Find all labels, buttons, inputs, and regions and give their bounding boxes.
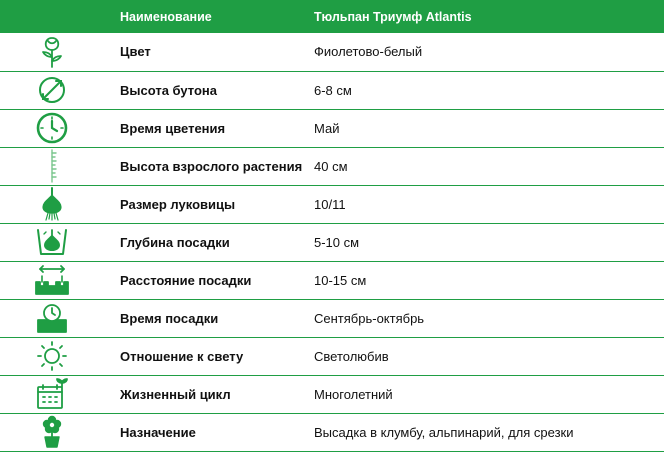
table-row (0, 375, 664, 413)
row-name: Жизненный цикл (104, 375, 298, 413)
table-row (0, 223, 664, 261)
row-name: Размер луковицы (104, 185, 298, 223)
row-value: Сентябрь-октябрь (298, 299, 664, 337)
row-name: Отношение к свету (104, 337, 298, 375)
sun-icon (36, 340, 68, 372)
row-value: 10-15 см (298, 261, 664, 299)
row-value: Высадка в клумбу, альпинарий, для срезки (298, 413, 664, 451)
row-icon-cell (0, 147, 104, 185)
planting-time-icon (35, 302, 69, 334)
calendar-plant-icon (35, 377, 69, 411)
pot-flower-icon (37, 415, 67, 449)
clock-icon (35, 111, 69, 145)
header-icon-column (0, 0, 104, 33)
table-row (0, 337, 664, 375)
row-name: Высота взрослого растения (104, 147, 298, 185)
row-icon-cell (0, 185, 104, 223)
table-header (0, 0, 664, 33)
row-value: Многолетний (298, 375, 664, 413)
row-icon-cell (0, 71, 104, 109)
planting-depth-icon (35, 226, 69, 258)
bulb-icon (39, 186, 65, 222)
row-value: 6-8 см (298, 71, 664, 109)
row-value: 5-10 см (298, 223, 664, 261)
row-value: Светолюбив (298, 337, 664, 375)
row-name: Глубина посадки (104, 223, 298, 261)
table-row (0, 109, 664, 147)
row-name: Расстояние посадки (104, 261, 298, 299)
row-icon-cell (0, 413, 104, 451)
planting-distance-icon (34, 264, 70, 296)
row-icon-cell (0, 33, 104, 71)
table-row (0, 147, 664, 185)
row-icon-cell (0, 299, 104, 337)
row-icon-cell (0, 375, 104, 413)
table-row (0, 261, 664, 299)
row-icon-cell (0, 261, 104, 299)
row-value: Фиолетово-белый (298, 33, 664, 71)
header-value-column: Тюльпан Триумф Atlantis (314, 9, 472, 24)
row-value: 10/11 (298, 185, 664, 223)
row-icon-cell (0, 337, 104, 375)
table-row (0, 71, 664, 109)
table-row (0, 33, 664, 71)
header-name-column: Наименование (120, 9, 212, 24)
row-name: Время цветения (104, 109, 298, 147)
row-name: Цвет (104, 33, 298, 71)
ruler-icon (42, 148, 62, 184)
row-value: 40 см (298, 147, 664, 185)
row-icon-cell (0, 223, 104, 261)
table-row (0, 299, 664, 337)
row-icon-cell (0, 109, 104, 147)
table-row (0, 185, 664, 223)
row-name: Время посадки (104, 299, 298, 337)
bud-diameter-icon (36, 74, 68, 106)
row-value: Май (298, 109, 664, 147)
table-row (0, 413, 664, 451)
row-name: Высота бутона (104, 71, 298, 109)
flower-icon (37, 35, 67, 69)
row-name: Назначение (104, 413, 298, 451)
